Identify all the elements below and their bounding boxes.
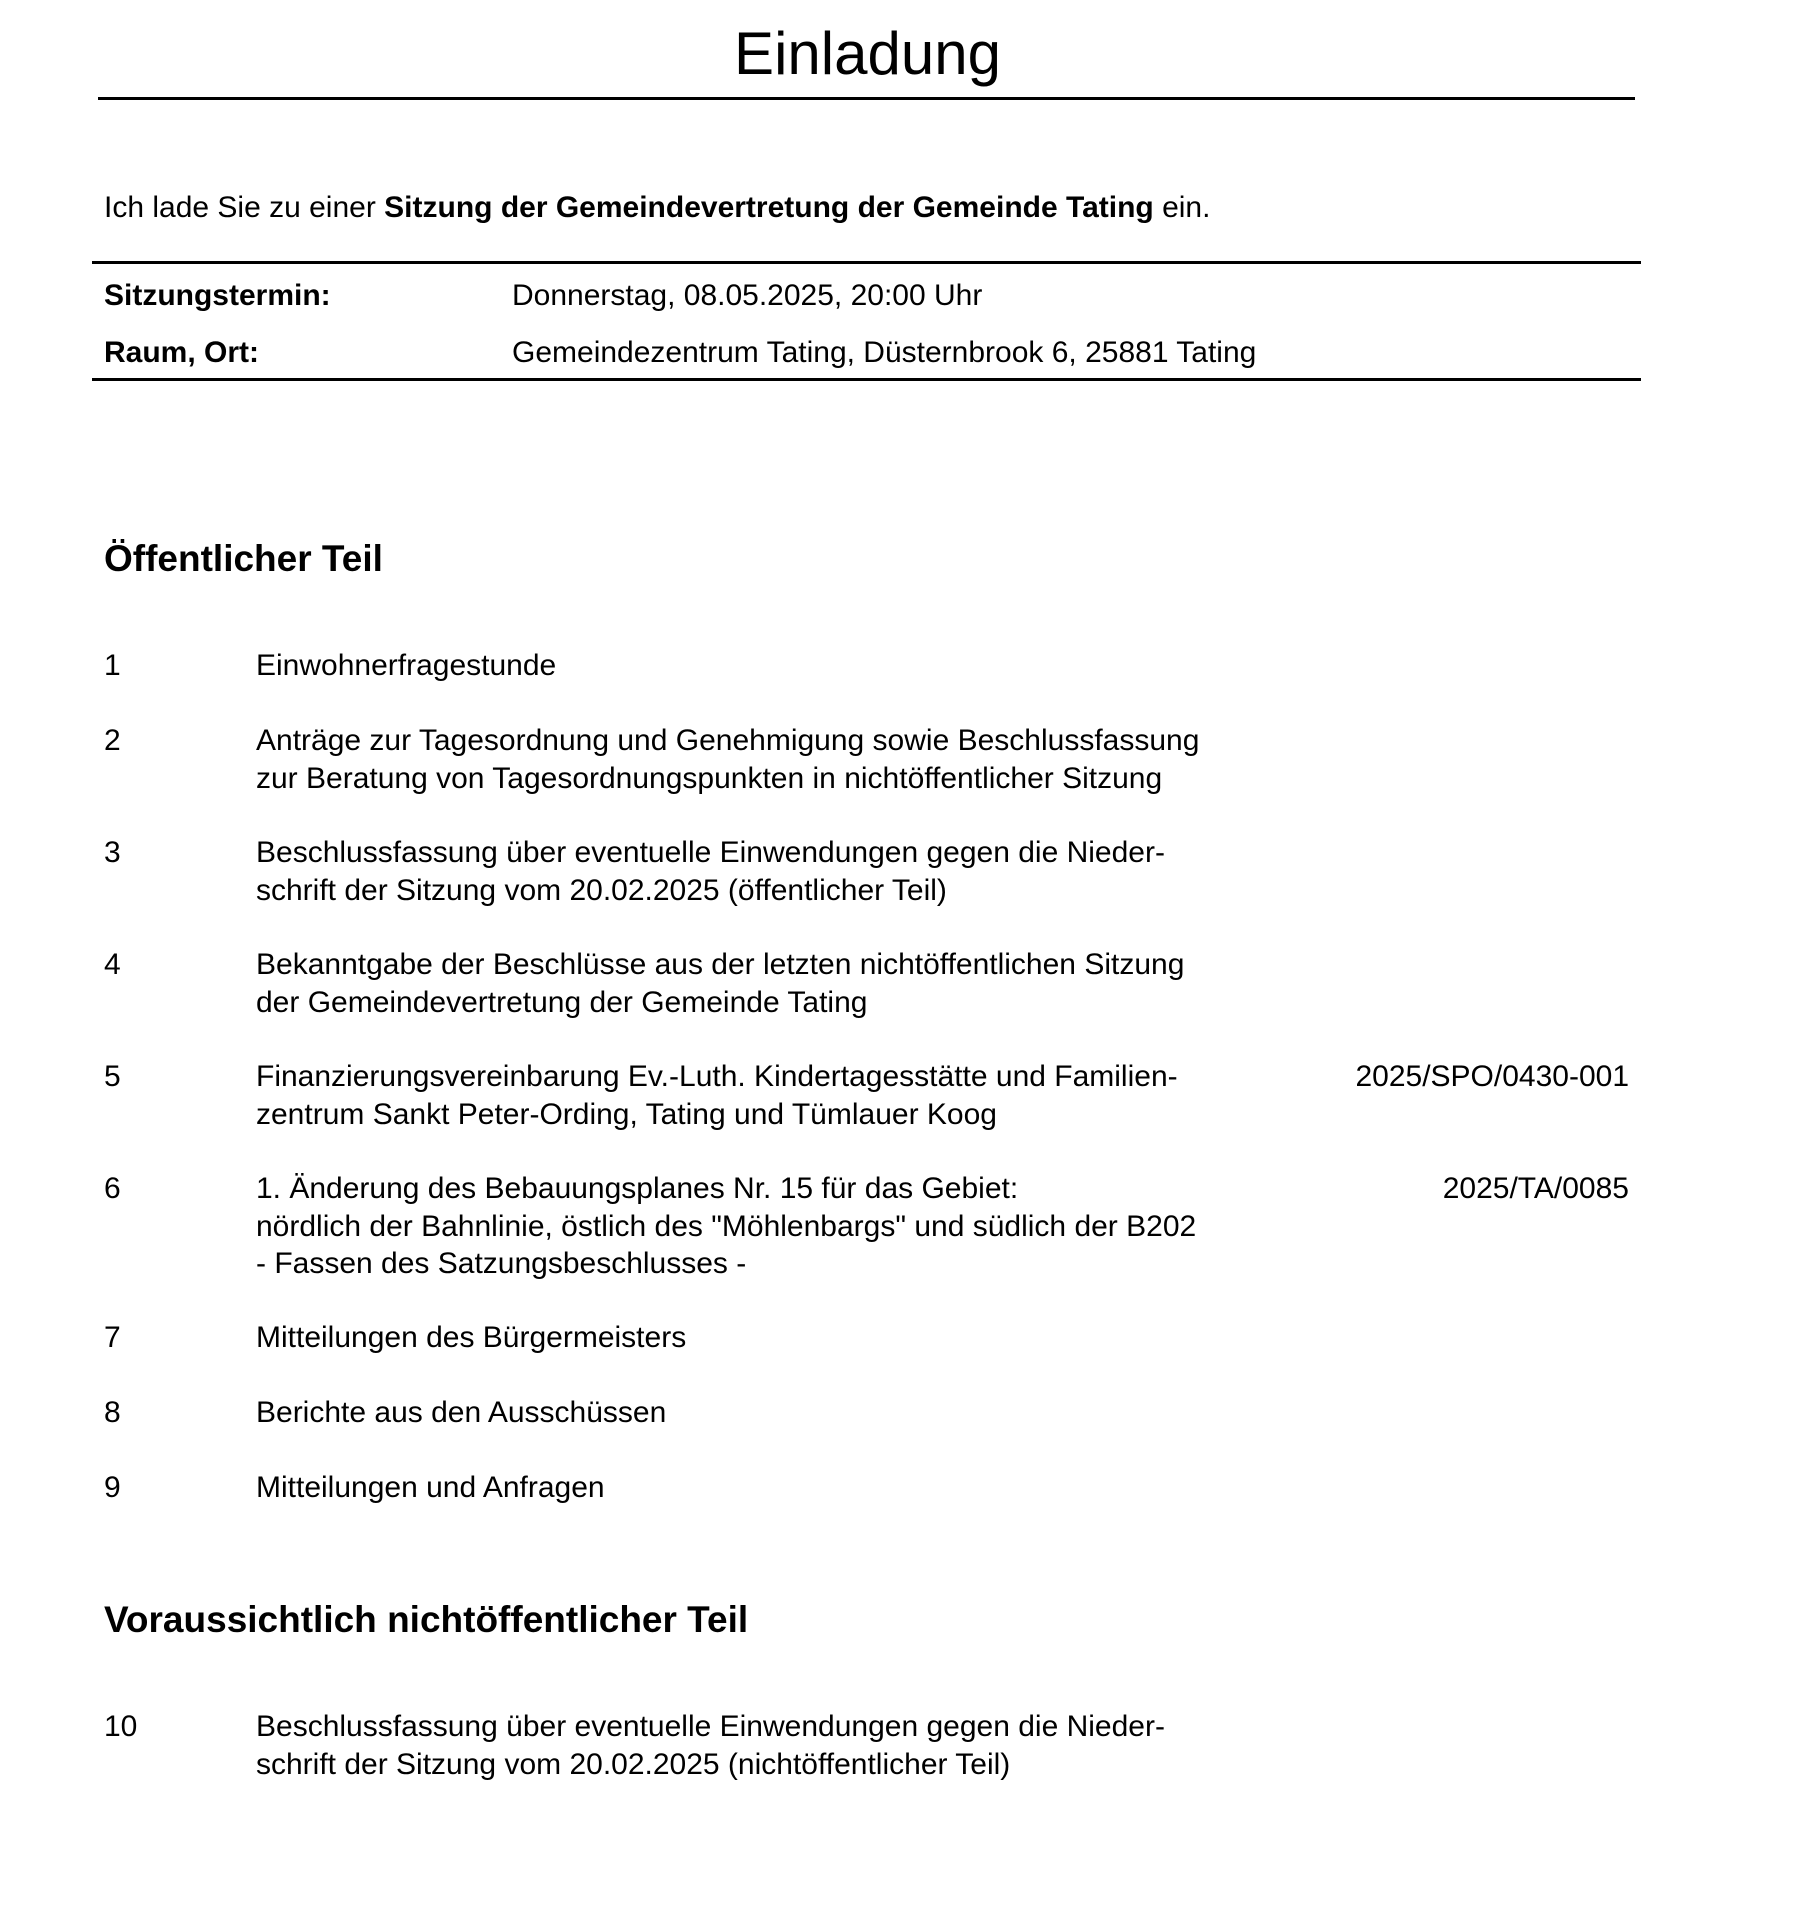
agenda-item-number: 1	[104, 649, 121, 682]
agenda-item-line: Berichte aus den Ausschüssen	[256, 1396, 667, 1429]
agenda-item-text	[256, 647, 1376, 685]
agenda-item-number: 3	[104, 836, 121, 869]
agenda-item-line: Beschlussfassung über eventuelle Einwendungen gegen die Nieder-	[256, 836, 1165, 869]
agenda-item-line: schrift der Sitzung vom 20.02.2025 (öffentlicher Teil)	[256, 873, 947, 907]
meeting-place-value: Gemeindezentrum Tating, Düsternbrook 6, 25881 Tating	[512, 336, 1257, 369]
meeting-info-top-rule	[92, 261, 1641, 264]
agenda-item-number: 9	[104, 1471, 121, 1504]
agenda-item-line: Einwohnerfragestunde	[256, 649, 557, 682]
meeting-place-row	[104, 333, 1256, 373]
document-title: Einladung	[734, 20, 1001, 87]
agenda-item-text	[256, 1058, 1376, 1133]
agenda-item-line: - Fassen des Satzungsbeschlusses -	[256, 1247, 747, 1280]
agenda-item-text	[256, 1708, 1376, 1783]
agenda-item-line: der Gemeindevertretung der Gemeinde Tating	[256, 985, 868, 1019]
agenda-item-text	[256, 1394, 1376, 1432]
invitation-text	[104, 188, 1210, 228]
invitation-text-start: Ich lade Sie zu einer	[104, 191, 385, 224]
agenda-item-number: 2	[104, 724, 121, 757]
agenda-item-line: Mitteilungen und Anfragen	[256, 1471, 605, 1504]
agenda-item-text	[256, 1170, 1376, 1283]
agenda-item-number: 4	[104, 948, 121, 981]
agenda-item-line: schrift der Sitzung vom 20.02.2025 (nichtöffentlicher Teil)	[256, 1747, 1011, 1781]
agenda-item-line: zur Beratung von Tagesordnungspunkten in nichtöffentlicher Sitzung	[256, 761, 1163, 795]
agenda-item-line: Finanzierungsvereinbarung Ev.-Luth. Kindertagesstätte und Familien-	[256, 1060, 1178, 1093]
public-section-heading: Öffentlicher Teil	[104, 538, 383, 579]
invitation-meeting-name: Sitzung der Gemeindevertretung der Gemeinde Tating	[384, 191, 1154, 224]
meeting-date-value: Donnerstag, 08.05.2025, 20:00 Uhr	[512, 279, 983, 312]
meeting-place-label: Raum, Ort:	[104, 336, 260, 369]
agenda-item-line: Anträge zur Tagesordnung und Genehmigung sowie Beschlussfassung	[256, 724, 1200, 757]
meeting-date-label: Sitzungstermin:	[104, 279, 331, 312]
invitation-text-end: ein.	[1153, 191, 1211, 224]
agenda-item-reference: 2025/TA/0085	[1442, 1172, 1629, 1205]
agenda-item-text	[256, 1319, 1376, 1357]
agenda-item-line: Beschlussfassung über eventuelle Einwendungen gegen die Nieder-	[256, 1710, 1165, 1743]
agenda-item-text	[256, 946, 1376, 1021]
agenda-item-line: Mitteilungen des Bürgermeisters	[256, 1321, 687, 1354]
agenda-item-line: Bekanntgabe der Beschlüsse aus der letzten nichtöffentlichen Sitzung	[256, 948, 1185, 981]
agenda-item-text	[256, 834, 1376, 909]
nonpublic-section-heading: Voraussichtlich nichtöffentlicher Teil	[104, 1599, 749, 1640]
agenda-item-line: 1. Änderung des Bebauungsplanes Nr. 15 für das Gebiet:	[256, 1172, 1019, 1205]
title-divider	[98, 97, 1635, 100]
meeting-date-row	[104, 276, 982, 316]
agenda-item-text	[256, 722, 1376, 797]
meeting-info-bottom-rule	[92, 378, 1641, 381]
agenda-item-number: 7	[104, 1321, 121, 1354]
agenda-item-number: 8	[104, 1396, 121, 1429]
agenda-item-reference: 2025/SPO/0430-001	[1355, 1060, 1629, 1093]
agenda-item-line: nördlich der Bahnlinie, östlich des "Möhlenbargs" und südlich der B202	[256, 1209, 1197, 1243]
agenda-item-number: 5	[104, 1060, 121, 1093]
agenda-item-text	[256, 1469, 1376, 1507]
agenda-item-line: zentrum Sankt Peter-Ording, Tating und Tümlauer Koog	[256, 1097, 997, 1131]
agenda-item-number: 10	[104, 1710, 138, 1743]
agenda-item-number: 6	[104, 1172, 121, 1205]
